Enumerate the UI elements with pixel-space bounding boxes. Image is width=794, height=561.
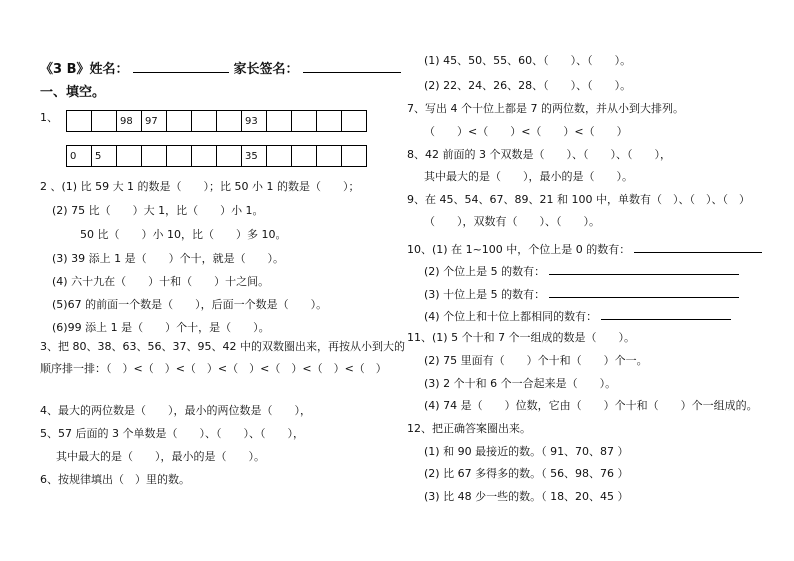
question-line: 2 、(1) 比 59 大 1 的数是（ ）；比 50 小 1 的数是（ ）； xyxy=(40,180,360,193)
question-line: （ ），双数有（ ）、（ ）。 xyxy=(424,215,600,228)
question-line: (2) 75 里面有（ ）个十和（ ）个一。 xyxy=(424,354,648,367)
question-line: (2) 比 67 多得多的数。（ 56、98、76 ） xyxy=(424,467,629,480)
question-line: (4) 个位上和十位上都相同的数有： xyxy=(424,310,598,323)
answer-blank[interactable] xyxy=(634,240,762,253)
grid-cell[interactable] xyxy=(192,111,217,132)
grid-cell[interactable] xyxy=(267,146,292,167)
answer-blank[interactable] xyxy=(601,307,731,320)
fill-line-row xyxy=(424,307,731,324)
parent-signature-label: 家长签名： xyxy=(233,62,299,77)
question-line: 10、(1) 在 1~100 中，个位上是 0 的数有： xyxy=(407,243,631,256)
question-line: (2) 75 比（ ）大 1，比（ ）小 1。 xyxy=(52,204,264,217)
grid-cell[interactable] xyxy=(317,146,342,167)
question-line: (3) 十位上是 5 的数有： xyxy=(424,288,546,301)
question-line: 7、写出 4 个十位上都是 7 的两位数，并从小到大排列。 xyxy=(407,102,684,115)
question-line: (4) 六十九在（ ）十和（ ）十之间。 xyxy=(52,275,270,288)
question-line: (3) 2 个十和 6 个一合起来是（ ）。 xyxy=(424,377,617,390)
fill-line-row xyxy=(424,262,739,279)
number-grid-row-1 xyxy=(66,110,367,132)
question-line: 50 比（ ）小 10，比（ ）多 10。 xyxy=(80,228,287,241)
grid-cell[interactable] xyxy=(167,146,192,167)
question-line: 3、把 80、38、63、56、37、95、42 中的双数圈出来，再按从小到大的 xyxy=(40,340,405,353)
grid-cell[interactable] xyxy=(292,146,317,167)
question-line: 顺序排一排：（ ）<（ ）<（ ）<（ ）<（ ）<（ ）<（ ） xyxy=(40,362,387,375)
question-line: 5、57 后面的 3 个单数是（ ）、（ ）、（ ）， xyxy=(40,427,304,440)
question-line: 4、最大的两位数是（ ），最小的两位数是（ ）， xyxy=(40,404,311,417)
question-line: 11、(1) 5 个十和 7 个一组成的数是（ ）。 xyxy=(407,331,636,344)
grid-cell[interactable] xyxy=(217,146,242,167)
fill-line-row xyxy=(424,285,739,302)
worksheet-header xyxy=(40,60,401,77)
question-line: 其中最大的是（ ），最小的是（ ）。 xyxy=(56,450,265,463)
question-line: （ ）<（ ）<（ ）<（ ） xyxy=(424,125,628,138)
question-1-number: 1、 xyxy=(40,111,58,124)
grid-cell[interactable] xyxy=(217,111,242,132)
grid-cell[interactable] xyxy=(92,111,117,132)
class-name-label: 《3 B》姓名： xyxy=(40,62,129,77)
grid-cell[interactable]: 98 xyxy=(117,111,142,132)
grid-cell[interactable]: 35 xyxy=(242,146,267,167)
answer-blank[interactable] xyxy=(549,262,739,275)
question-line: 其中最大的是（ ），最小的是（ ）。 xyxy=(424,170,633,183)
grid-cell[interactable]: 97 xyxy=(142,111,167,132)
grid-cell[interactable]: 0 xyxy=(67,146,92,167)
question-line: (5)67 的前面一个数是（ ），后面一个数是（ ）。 xyxy=(52,298,328,311)
question-line: (2) 个位上是 5 的数有： xyxy=(424,265,546,278)
section-title: 一、填空。 xyxy=(40,85,106,100)
question-line: 8、42 前面的 3 个双数是（ ）、（ ）、（ ）， xyxy=(407,148,671,161)
grid-cell[interactable] xyxy=(342,146,367,167)
grid-cell[interactable] xyxy=(167,111,192,132)
fill-line-row xyxy=(407,240,762,257)
question-line: 6、按规律填出（ ）里的数。 xyxy=(40,473,190,486)
grid-cell[interactable] xyxy=(342,111,367,132)
question-line: (1) 和 90 最接近的数。（ 91、70、87 ） xyxy=(424,445,629,458)
question-line: (3) 39 添上 1 是（ ）个十，就是（ ）。 xyxy=(52,252,285,265)
grid-cell[interactable] xyxy=(142,146,167,167)
answer-blank[interactable] xyxy=(549,285,739,298)
number-grid-row-2 xyxy=(66,145,367,167)
grid-cell[interactable] xyxy=(192,146,217,167)
grid-cell[interactable] xyxy=(292,111,317,132)
grid-cell[interactable]: 5 xyxy=(92,146,117,167)
name-blank[interactable] xyxy=(133,60,229,73)
grid-cell[interactable] xyxy=(317,111,342,132)
grid-cell[interactable] xyxy=(117,146,142,167)
question-line: 9、在 45、54、67、89、21 和 100 中，单数有（ ）、（ ）、（ ） xyxy=(407,193,750,206)
question-line: (6)99 添上 1 是（ ）个十，是（ ）。 xyxy=(52,321,270,334)
question-line: 12、把正确答案圈出来。 xyxy=(407,422,531,435)
grid-cell[interactable] xyxy=(67,111,92,132)
grid-cell[interactable]: 93 xyxy=(242,111,267,132)
question-line: (3) 比 48 少一些的数。（ 18、20、45 ） xyxy=(424,490,629,503)
question-line: (1) 45、50、55、60、（ ）、（ ）。 xyxy=(424,54,632,67)
question-line: (2) 22、24、26、28、（ ）、（ ）。 xyxy=(424,79,632,92)
question-line: (4) 74 是（ ）位数，它由（ ）个十和（ ）个一组成的。 xyxy=(424,399,758,412)
grid-cell[interactable] xyxy=(267,111,292,132)
parent-signature-blank[interactable] xyxy=(303,60,401,73)
